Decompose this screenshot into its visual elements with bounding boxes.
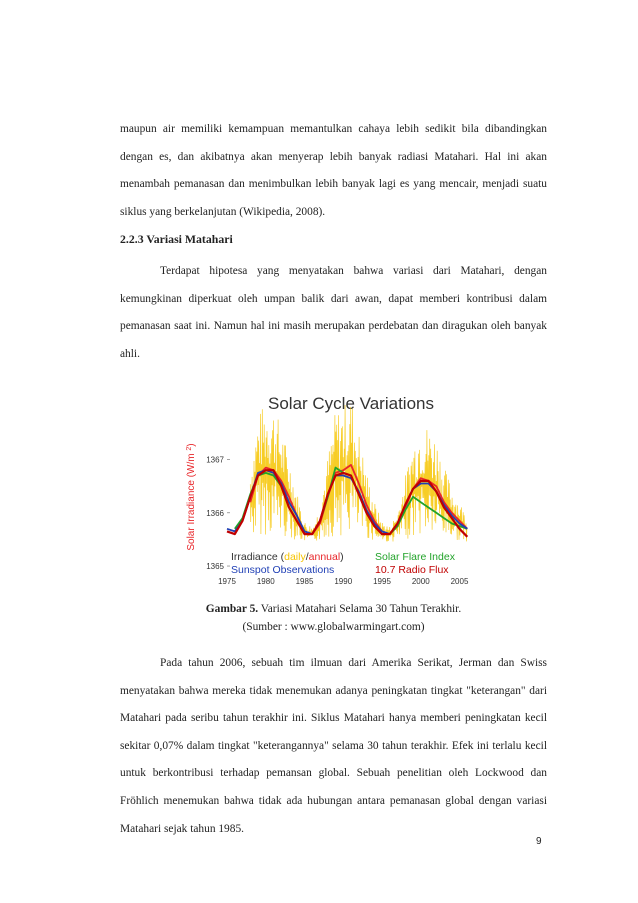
page-number: 9: [536, 836, 542, 847]
x-tick-label: 1990: [334, 577, 353, 585]
y-axis-label-rest: ): [186, 443, 197, 447]
chart-title: Solar Cycle Variations: [268, 394, 434, 413]
paragraph-3: Pada tahun 2006, sebuah tim ilmuan dari Amerika Serikat, Jerman dan Swiss menyatakan bahwa mereka tidak menemukan adanya peningkatan tingkat "keterangan" dari Matahari pada seribu tahun terakhir ini. Siklus Matahari hanya memberi peningkatan kecil sekitar 0,07% dalam tingkat "keterangannya" selama 30 tahun terakhir. Efek ini terlalu kecil untuk berkontribusi terhadap pemansan global. Sebuah penelitian oleh Lockwood dan Fröhlich menemukan bahwa tidak ada hubungan antara pemanasan global dengan variasi Matahari sejak tahun 1985.: [120, 657, 547, 835]
x-tick-label: 2005: [450, 577, 469, 585]
legend-irradiance-suffix: ): [340, 551, 344, 563]
y-axis-label-superscript: 2: [186, 446, 193, 451]
y-tick-label: 1366: [206, 508, 224, 518]
paragraph-1: maupun air memiliki kemampuan memantulkan cahaya lebih sedikit bila dibandingkan dengan es, dan akibatnya akan menyerap lebih banyak radiasi Matahari. Hal ini akan menambah pemanasan dan menimbulkan lebih banyak lagi es yang mencair, menjadi suatu siklus yang berkelanjutan (Wikipedia, 2008).: [120, 123, 547, 218]
figure-caption-text: Variasi Matahari Selama 30 Tahun Terakhir.: [258, 603, 462, 615]
x-tick-label: 2000: [411, 577, 430, 585]
y-tick-label: 1367: [206, 455, 224, 465]
y-tick-label: 1365: [206, 562, 224, 572]
figure-caption: [120, 603, 547, 615]
y-axis-label-text: Solar Irradiance (W/m: [186, 453, 197, 551]
legend-flare: Solar Flare Index: [375, 551, 455, 563]
svg-text:Solar Irradiance (W/m 2): [186, 443, 197, 550]
legend-irradiance-prefix: Irradiance (: [231, 551, 285, 563]
paragraph-2: Terdapat hipotesa yang menyatakan bahwa variasi dari Matahari, dengan kemungkinan diperkuat oleh umpan balik dari awan, dapat memberi kontribusi dalam pemanasan saat ini. Namun hal ini masih merupakan perdebatan dan diragukan oleh banyak ahli.: [120, 265, 547, 360]
x-tick-label: 1980: [256, 577, 275, 585]
section-heading: 2.2.3 Variasi Matahari: [120, 232, 233, 246]
legend-annual: annual: [308, 551, 341, 563]
y-axis-label: [186, 443, 197, 550]
figure-source: (Sumber : www.globalwarmingart.com): [242, 621, 425, 633]
x-tick-label: 1995: [373, 577, 391, 585]
figure-caption-lead: Gambar 5.: [205, 603, 259, 615]
legend-daily: daily: [284, 551, 306, 563]
legend-slash: /: [305, 551, 309, 563]
legend-sunspot: Sunspot Observations: [231, 564, 335, 576]
x-tick-label: 1985: [295, 577, 314, 585]
x-tick-label: 1975: [218, 577, 236, 585]
legend-radio: 10.7 Radio Flux: [375, 564, 449, 576]
solar-cycle-chart: [183, 385, 479, 585]
legend-irradiance: [231, 551, 344, 563]
